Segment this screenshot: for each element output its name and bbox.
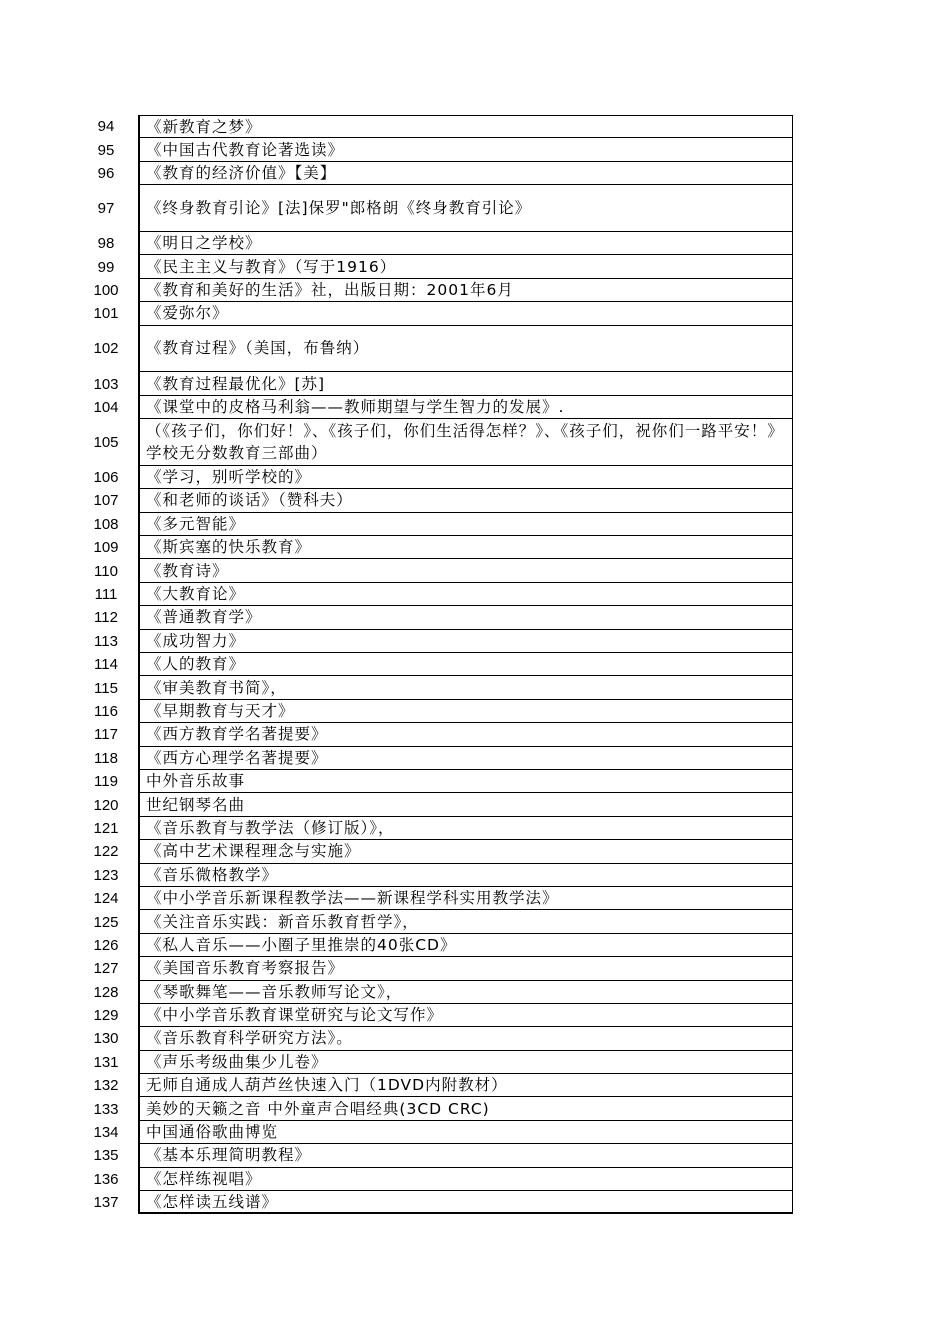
book-title-cell: （《孩子们，你们好！》、《孩子们，你们生活得怎样？》、《孩子们，祝你们一路平安！》学校无分数教育三部曲） [138, 419, 793, 466]
book-title-cell: 《西方心理学名著提要》 [138, 747, 793, 770]
book-title-cell: 《音乐教育与教学法（修订版）》， [138, 817, 793, 840]
row-number: 96 [97, 164, 115, 182]
row-number: 118 [94, 749, 118, 767]
book-title-cell: 《中小学音乐教育课堂研究与论文写作》 [138, 1004, 793, 1027]
book-title-cell: 《美国音乐教育考察报告》 [138, 957, 793, 980]
row-number: 133 [93, 1100, 119, 1118]
row-number: 99 [97, 258, 115, 276]
table-row [88, 232, 793, 255]
row-number: 124 [93, 890, 119, 908]
row-number: 120 [93, 796, 119, 814]
row-number: 136 [93, 1170, 119, 1188]
book-title-cell: 《审美教育书简》， [138, 676, 793, 699]
book-title-cell: 《私人音乐——小圈子里推崇的40张CD》 [138, 934, 793, 957]
book-title-cell: 《教育诗》 [138, 559, 793, 582]
row-number: 129 [93, 1007, 119, 1025]
table-row [88, 162, 793, 185]
row-number: 127 [93, 960, 119, 978]
table-row [88, 255, 793, 278]
row-number: 110 [94, 562, 118, 580]
book-list-table [88, 115, 793, 1214]
book-title-cell: 《琴歌舞笔——音乐教师写论文》， [138, 981, 793, 1004]
row-number: 135 [93, 1147, 119, 1165]
row-number: 113 [94, 632, 118, 650]
book-title-cell: 《多元智能》 [138, 513, 793, 536]
table-row [88, 606, 793, 629]
book-title-cell: 无师自通成人葫芦丝快速入门（1DVD内附教材） [138, 1074, 793, 1097]
row-number: 103 [93, 375, 119, 393]
book-title-cell: 《怎样练视唱》 [138, 1168, 793, 1191]
book-title-cell: 《中国古代教育论著选读》 [138, 138, 793, 161]
table-row [88, 559, 793, 582]
table-row [88, 981, 793, 1004]
table-row [88, 115, 793, 138]
book-title-cell: 世纪钢琴名曲 [138, 793, 793, 816]
book-title-cell: 《和老师的谈话》（赞科夫） [138, 489, 793, 512]
book-title-cell: 中外音乐故事 [138, 770, 793, 793]
table-row [88, 326, 793, 373]
table-row [88, 747, 793, 770]
table-row [88, 583, 793, 606]
book-title-cell: 《高中艺术课程理念与实施》 [138, 840, 793, 863]
table-row [88, 1004, 793, 1027]
table-row [88, 466, 793, 489]
table-row [88, 793, 793, 816]
book-title-cell: 《学习，别听学校的》 [138, 466, 793, 489]
row-number: 114 [94, 656, 118, 674]
row-number: 125 [93, 913, 119, 931]
book-title-cell: 《教育过程》（美国，布鲁纳） [138, 326, 793, 373]
row-number: 108 [93, 515, 119, 533]
row-number: 98 [97, 235, 115, 253]
row-number: 105 [93, 434, 119, 451]
book-title-cell: 《新教育之梦》 [138, 115, 793, 138]
table-row [88, 653, 793, 676]
table-row [88, 1168, 793, 1191]
table-row [88, 1097, 793, 1120]
book-title-cell: 《关注音乐实践：新音乐教育哲学》， [138, 910, 793, 933]
book-title-cell: 《中小学音乐新课程教学法——新课程学科实用教学法》 [138, 887, 793, 910]
row-number: 97 [97, 200, 115, 218]
row-number: 104 [93, 398, 119, 416]
table-row [88, 840, 793, 863]
table-row [88, 723, 793, 746]
book-title-cell: 《教育的经济价值》【美】 [138, 162, 793, 185]
book-title-cell: 《音乐微格教学》 [138, 864, 793, 887]
book-title-cell: 《大教育论》 [138, 583, 793, 606]
table-row [88, 372, 793, 395]
book-title-cell: 美妙的天籁之音 中外童声合唱经典(3CD CRC) [138, 1097, 793, 1120]
table-row [88, 770, 793, 793]
row-number: 116 [94, 703, 118, 720]
row-number: 111 [94, 586, 118, 604]
table-row [88, 1121, 793, 1144]
table-row [88, 279, 793, 302]
row-number: 126 [93, 936, 119, 954]
row-number: 109 [93, 539, 119, 557]
book-title-cell: 《教育过程最优化》[苏] [138, 372, 793, 395]
table-row [88, 700, 793, 723]
table-row [88, 1191, 793, 1214]
row-number: 107 [93, 492, 119, 510]
table-row [88, 817, 793, 840]
book-title-cell: 《教育和美好的生活》社，出版日期：2001年6月 [138, 279, 793, 302]
table-row [88, 536, 793, 559]
book-title-cell: 《斯宾塞的快乐教育》 [138, 536, 793, 559]
book-title-cell: 《爱弥尔》 [138, 302, 793, 325]
book-title-cell: 《终身教育引论》[法]保罗"郎格朗《终身教育引论》 [138, 185, 793, 232]
row-number: 95 [97, 141, 115, 159]
table-row [88, 630, 793, 653]
row-number: 122 [93, 843, 119, 861]
table-row [88, 302, 793, 325]
table-row [88, 864, 793, 887]
book-title-cell: 《明日之学校》 [138, 232, 793, 255]
row-number: 119 [94, 773, 118, 791]
row-number: 115 [94, 679, 118, 697]
book-title-cell: 《普通教育学》 [138, 606, 793, 629]
row-number: 132 [93, 1077, 119, 1095]
row-number: 131 [93, 1053, 119, 1071]
row-number: 130 [93, 1030, 119, 1048]
table-row [88, 1074, 793, 1097]
table-row [88, 957, 793, 980]
table-row [88, 419, 793, 466]
table-row [88, 1144, 793, 1167]
row-number: 106 [93, 469, 119, 487]
book-title-cell: 《课堂中的皮格马利翁——教师期望与学生智力的发展》. [138, 396, 793, 419]
row-number: 102 [93, 340, 119, 358]
table-row [88, 910, 793, 933]
row-number: 137 [93, 1194, 119, 1212]
row-number: 134 [93, 1124, 119, 1142]
table-row [88, 676, 793, 699]
book-title-cell: 《声乐考级曲集少儿卷》 [138, 1051, 793, 1074]
row-number: 121 [93, 819, 119, 837]
row-number: 101 [93, 305, 119, 323]
book-title-cell: 《人的教育》 [138, 653, 793, 676]
book-title-cell: 《西方教育学名著提要》 [138, 723, 793, 746]
table-row [88, 1027, 793, 1050]
book-title-cell: 《早期教育与天才》 [138, 700, 793, 723]
table-row [88, 887, 793, 910]
row-number: 123 [93, 866, 119, 884]
table-row [88, 185, 793, 232]
row-number: 117 [94, 726, 118, 744]
row-number: 112 [94, 609, 118, 627]
book-title-cell: 《怎样读五线谱》 [138, 1191, 793, 1214]
table-row [88, 513, 793, 536]
row-number: 94 [97, 118, 115, 136]
book-title-cell: 《成功智力》 [138, 630, 793, 653]
book-title-cell: 《音乐教育科学研究方法》。 [138, 1027, 793, 1050]
table-row [88, 934, 793, 957]
book-title-cell: 《基本乐理简明教程》 [138, 1144, 793, 1167]
table-row [88, 489, 793, 512]
book-title-cell: 中国通俗歌曲博览 [138, 1121, 793, 1144]
table-row [88, 396, 793, 419]
row-number: 100 [93, 281, 119, 299]
row-number: 128 [93, 983, 119, 1001]
table-row [88, 1051, 793, 1074]
table-row [88, 138, 793, 161]
book-title-cell: 《民主主义与教育》（写于1916） [138, 255, 793, 278]
